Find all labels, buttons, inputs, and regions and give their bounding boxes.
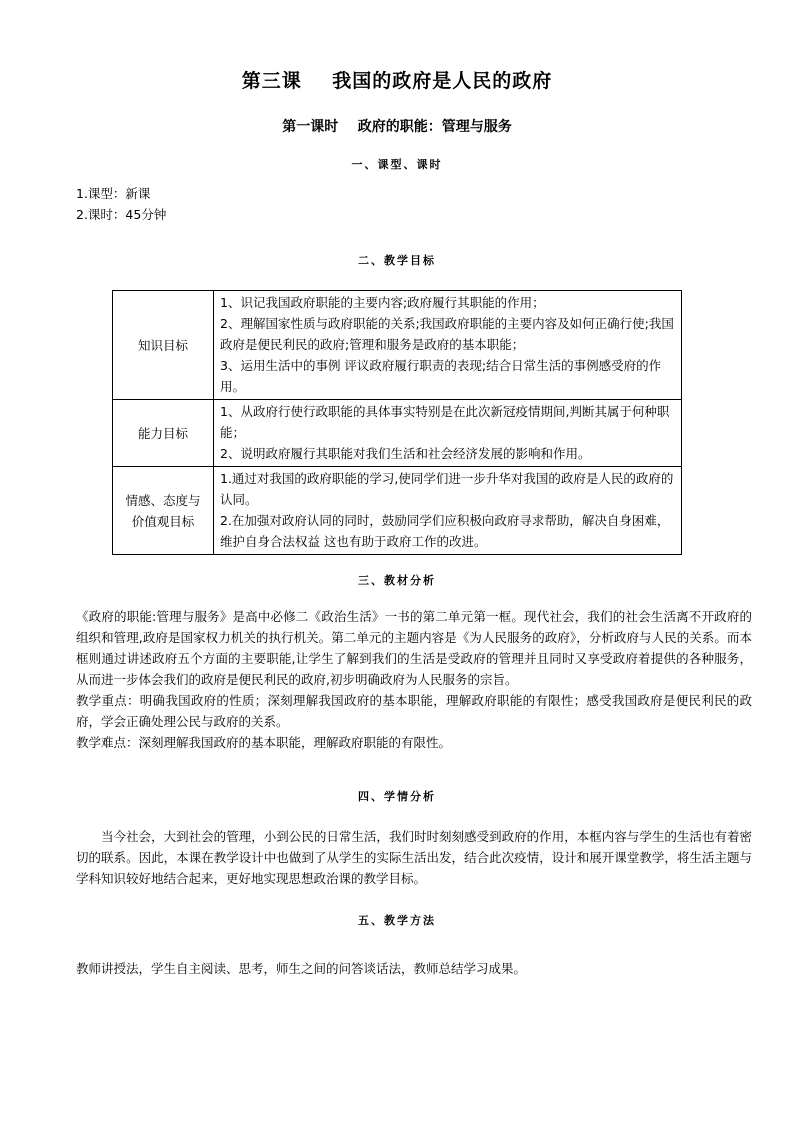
lesson-title: 第三课 我国的政府是人民的政府: [241, 70, 553, 92]
goal-label-emotion-line1: 情感、态度与: [125, 492, 201, 508]
section-heading-2: 二、教学目标: [358, 254, 436, 267]
goal-line: 1、识记我国政府职能的主要内容;政府履行其职能的作用；: [220, 295, 545, 310]
table-row: [113, 291, 682, 400]
goal-line: 2、说明政府履行其职能对我们生活和社会经济发展的影响和作用。: [220, 446, 591, 461]
teaching-method-text: [76, 958, 752, 979]
goal-content-ability: [214, 400, 682, 467]
goal-content-knowledge: [214, 291, 682, 400]
goal-label-ability: 能力目标: [113, 400, 214, 467]
goal-label-knowledge: 知识目标: [113, 291, 214, 400]
goal-label-emotion: [113, 467, 214, 555]
difficulties-paragraph: 教学难点：深刻理解我国政府的基本职能，理解政府职能的有限性。: [76, 735, 452, 750]
goal-line: 1、从政府行使行政职能的具体事实特别是在此次新冠疫情期间,判断其属于何种职能；: [220, 404, 670, 440]
goal-label-emotion-line2: 价值观目标: [131, 513, 195, 529]
textbook-analysis-text: [76, 606, 752, 753]
goal-content-emotion: [214, 467, 682, 555]
student-analysis-text: [76, 826, 752, 889]
teaching-method-paragraph: 教师讲授法，学生自主阅读、思考，师生之间的问答谈话法，教师总结学习成果。: [76, 961, 527, 976]
goal-line: 3、运用生活中的事例 评议政府履行职责的表现;结合日常生活的事例感受府的作用。: [220, 358, 662, 394]
section-heading-5: 五、教学方法: [358, 914, 436, 927]
course-hours-line: 2.课时：45分钟: [76, 207, 167, 222]
goal-line: 1.通过对我国的政府职能的学习,使同学们进一步升华对我国的政府是人民的政府的认同。: [220, 471, 674, 507]
section-heading-4: 四、学情分析: [358, 790, 436, 803]
textbook-analysis-paragraph: 《政府的职能:管理与服务》是高中必修二《政治生活》一书的第二单元第一框。现代社会，我们的社会生活离不开政府的组织和管理,政府是国家权力机关的执行机关。第二单元的主题内容是《为人民服务的政府》，分析政府与人民的关系。而本框则通过讲述政府五个方面的主要职能,让学生了解到我们的生活是受政府的管理并且同时又享受政府着提供的各种服务，从而进一步体会我们的政府是便民利民的政府,初步明确政府为人民服务的宗旨。: [76, 609, 752, 687]
lesson-subtitle: 第一课时 政府的职能：管理与服务: [282, 119, 512, 135]
key-points-paragraph: 教学重点：明确我国政府的性质；深刻理解我国政府的基本职能，理解政府职能的有限性；感受我国政府是便民利民的政府，学会正确处理公民与政府的关系。: [76, 693, 752, 729]
table-row: [113, 400, 682, 467]
course-type-line: 1.课型：新课: [76, 186, 151, 201]
section-heading-3: 三、教材分析: [358, 574, 436, 587]
table-row: [113, 467, 682, 555]
teaching-goals-table: [112, 290, 682, 555]
student-analysis-paragraph: 当今社会，大到社会的管理，小到公民的日常生活，我们时时刻刻感受到政府的作用，本框内容与学生的生活也有着密切的联系。因此，本课在教学设计中也做到了从学生的实际生活出发，结合此次疫情，设计和展开课堂教学，将生活主题与学科知识较好地结合起来，更好地实现思想政治课的教学目标。: [76, 829, 752, 886]
goal-line: 2、理解国家性质与政府职能的关系;我国政府职能的主要内容及如何正确行使;我国政府是便民利民的政府;管理和服务是政府的基本职能；: [220, 316, 674, 352]
section-heading-1: 一、课型、课时: [351, 158, 443, 171]
goal-line: 2.在加强对政府认同的同时，鼓励同学们应积极向政府寻求帮助，解决自身困难，维护自身合法权益 这也有助于政府工作的改进。: [220, 513, 670, 549]
